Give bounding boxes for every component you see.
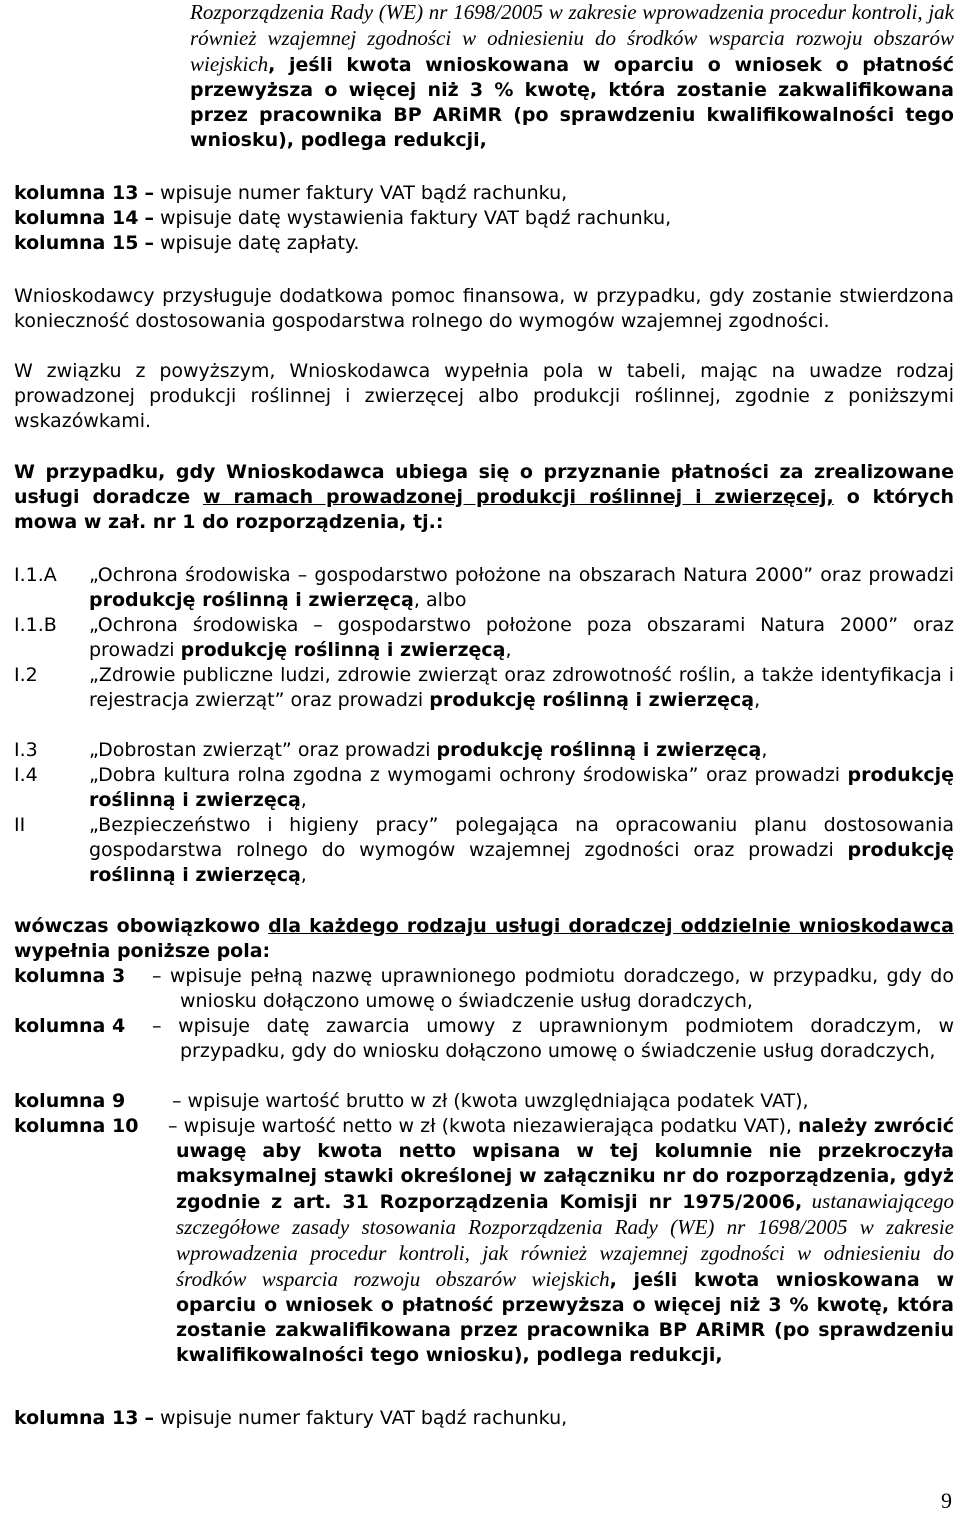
- kolumna-text: wpisuje datę zapłaty.: [160, 232, 360, 254]
- item-bold: produkcję roślinną i zwierzęcą: [180, 639, 506, 661]
- item-label: I.1.B: [14, 614, 57, 636]
- list-item: [14, 663, 954, 713]
- kolumna-label: kolumna 9: [14, 1090, 126, 1112]
- mandatory-text-underlined: dla każdego rodzaju usługi doradczej oddzielnie wnioskodawca: [268, 915, 954, 937]
- top-continuation: [190, 0, 954, 153]
- item-tail: ,: [300, 864, 307, 886]
- item-text: „Dobra kultura rolna zgodna z wymogami ochrony środowiska” oraz prowadzi: [89, 764, 848, 786]
- kolumna-13-bottom-line: kolumna 13 – wpisuje numer faktury VAT bądź rachunku,: [14, 1407, 568, 1429]
- kolumna-10-plain: – wpisuje wartość netto w zł (kwota niezawierająca podatku VAT),: [168, 1115, 799, 1137]
- kolumna-text: – wpisuje datę zawarcia umowy z uprawnionym podmiotem doradczym, w przypadku, gdy do wniosku dołączono umowę o świadczenie usług doradczych,: [152, 1015, 954, 1062]
- list-item: [14, 813, 954, 888]
- list-item: [14, 763, 954, 813]
- kolumna-label: kolumna 14: [14, 207, 139, 229]
- advisory-text-underlined: w ramach prowadzonej produkcji roślinnej i zwierzęcej,: [203, 486, 834, 508]
- paragraph-mandatory: [14, 914, 954, 964]
- item-label: I.4: [14, 764, 38, 786]
- advisory-text-3: o których mowa w zał. nr 1 do rozporządzenia, tj.:: [14, 486, 954, 533]
- item-text: „Ochrona środowiska – gospodarstwo położone na obszarach Natura 2000” oraz prowadzi: [89, 564, 954, 586]
- kolumna-label: kolumna 4: [14, 1015, 126, 1037]
- kolumna-label: kolumna 10: [14, 1115, 139, 1137]
- kolumna-label: kolumna 13: [14, 1407, 139, 1429]
- mandatory-text-3: wypełnia poniższe pola:: [14, 940, 271, 962]
- kolumna-10-bold-1: należy zwrócić uwagę aby kwota netto wpisana w tej kolumnie nie przekroczyła maksymalnej stawki określonej w załączniku nr do rozporządzenia, gdyż zgodnie z art. 31 Rozporządzenia Komisji nr 1975/2006,: [176, 1115, 954, 1213]
- item-text: „Dobrostan zwierząt” oraz prowadzi: [89, 739, 437, 761]
- kolumna-text: wpisuje numer faktury VAT bądź rachunku,: [160, 1407, 568, 1429]
- kolumna-14-line: kolumna 14 – wpisuje datę wystawienia faktury VAT bądź rachunku,: [14, 207, 672, 229]
- item-tail: ,: [300, 789, 307, 811]
- kolumna-text: – wpisuje wartość brutto w zł (kwota uwzględniająca podatek VAT),: [172, 1090, 809, 1112]
- kolumna-text: wpisuje numer faktury VAT bądź rachunku,: [160, 182, 568, 204]
- list-item: [14, 738, 954, 763]
- kolumna-10-block: [14, 1114, 954, 1368]
- item-bold: produkcję roślinną i zwierzęcą: [89, 764, 954, 811]
- kolumna-4-line: [14, 1014, 954, 1064]
- item-tail: , albo: [413, 589, 467, 611]
- item-label: I.1.A: [14, 564, 57, 586]
- item-label: II: [14, 814, 26, 836]
- kolumna-3-line: [14, 964, 954, 1014]
- kolumna-10-italic: ustanawiającego szczegółowe zasady stosowania Rozporządzenia Rady (WE) nr 1698/2005 w zakresie wprowadzenia procedur kontroli, jak również wzajemnej zgodności w odniesieniu do środków wsparcia rozwoju obszarów wiejskich: [176, 1189, 954, 1291]
- item-bold: produkcję roślinną i zwierzęcą: [429, 689, 755, 711]
- item-tail: ,: [754, 689, 761, 711]
- paragraph-advisory-case: [14, 460, 954, 535]
- kolumna-text: – wpisuje pełną nazwę uprawnionego podmiotu doradczego, w przypadku, gdy do wniosku dołączono umowę o świadczenie usług doradczych,: [152, 965, 954, 1012]
- kolumna-9-line: [14, 1089, 954, 1114]
- kolumna-label: kolumna 3: [14, 965, 126, 987]
- top-italic-text: Rozporządzenia Rady (WE) nr 1698/2005 w zakresie wprowadzenia procedur kontroli, jak również wzajemnej zgodności w odniesieniu do środków wsparcia rozwoju obszarów wiejskich: [190, 0, 954, 76]
- list-item: [14, 563, 954, 613]
- item-tail: ,: [505, 639, 512, 661]
- top-bold-text: , jeśli kwota wnioskowana w oparciu o wniosek o płatność przewyższa o więcej niż 3 % kwotę, która zostanie zakwalifikowana przez pracownika BP ARiMR (po sprawdzeniu kwalifikowalności tego wniosku), podlega redukcji,: [190, 54, 954, 151]
- item-text: „Zdrowie publiczne ludzi, zdrowie zwierząt oraz zdrowotność roślin, a także identyfikacja i rejestracja zwierząt” oraz prowadzi: [89, 664, 954, 711]
- kolumna-label: kolumna 15: [14, 232, 139, 254]
- item-bold: produkcję roślinną i zwierzęcą: [89, 589, 414, 611]
- item-tail: ,: [761, 739, 768, 761]
- paragraph-instructions: W związku z powyższym, Wnioskodawca wypełnia pola w tabeli, mając na uwadze rodzaj prowadzonej produkcji roślinnej i zwierzęcej albo produkcji roślinnej, zgodnie z poniższymi wskazówkami.: [14, 360, 954, 432]
- item-text: „Bezpieczeństwo i higieny pracy” polegająca na opracowaniu planu dostosowania gospodarstwa rolnego do wymogów wzajemnej zgodności oraz prowadzi: [89, 814, 954, 861]
- item-text: „Ochrona środowiska – gospodarstwo położone poza obszarami Natura 2000” oraz prowadzi: [89, 614, 954, 661]
- list-item: [14, 613, 954, 663]
- kolumna-text: wpisuje datę wystawienia faktury VAT bądź rachunku,: [160, 207, 672, 229]
- item-bold: produkcję roślinną i zwierzęcą: [436, 739, 762, 761]
- kolumna-label: kolumna 13: [14, 182, 139, 204]
- paragraph-additional-aid: Wnioskodawcy przysługuje dodatkowa pomoc finansowa, w przypadku, gdy zostanie stwierdzona konieczność dostosowania gospodarstwa rolnego do wymogów wzajemnej zgodności.: [14, 285, 954, 332]
- kolumna-10-bold-2: , jeśli kwota wnioskowana w oparciu o wniosek o płatność przewyższa o więcej niż 3 % kwotę, która zostanie zakwalifikowana przez pracownika BP ARiMR (po sprawdzeniu kwalifikowalności tego wniosku), podlega redukcji,: [176, 1269, 955, 1366]
- mandatory-text-1: wówczas obowiązkowo: [14, 915, 269, 937]
- item-label: I.3: [14, 739, 38, 761]
- kolumna-15-line: kolumna 15 – wpisuje datę zapłaty.: [14, 232, 360, 254]
- kolumna-13-line: kolumna 13 – wpisuje numer faktury VAT bądź rachunku,: [14, 182, 568, 204]
- item-label: I.2: [14, 664, 38, 686]
- page-number: 9: [941, 1488, 952, 1513]
- item-bold: produkcję roślinną i zwierzęcą: [89, 839, 954, 886]
- advisory-text-1: W przypadku, gdy Wnioskodawca ubiega się o przyznanie płatności za zrealizowane usługi doradcze: [14, 461, 954, 508]
